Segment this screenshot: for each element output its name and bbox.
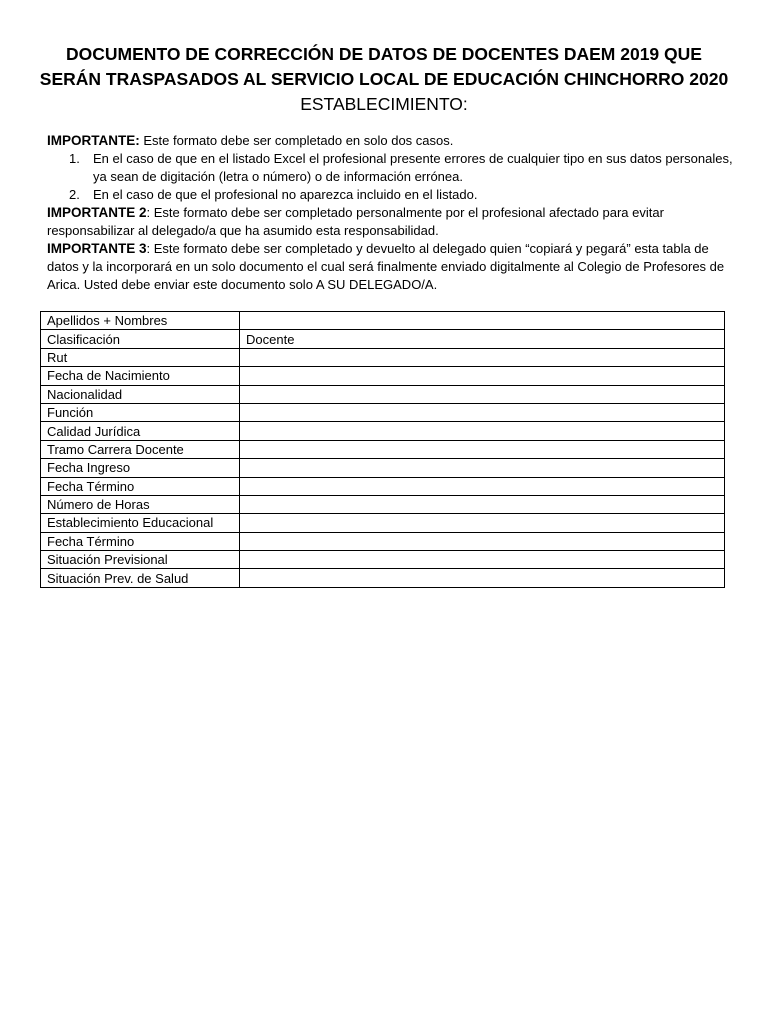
important-2-label: IMPORTANTE 2 [47,205,147,220]
list-item [47,150,737,186]
table-row [41,367,725,385]
important-1 [47,132,737,150]
table-row [41,348,725,366]
list-number: 1. [69,151,80,166]
important-3-label: IMPORTANTE 3 [47,241,147,256]
table-row [41,477,725,495]
table-row [41,495,725,513]
table-row [41,330,725,348]
field-value[interactable] [240,477,725,495]
list-text: En el caso de que en el listado Excel el profesional presente errores de cualquier tipo en sus datos personales, ya sean de digitación (letra o número) o de información errónea. [93,151,733,184]
field-label: Clasificación [41,330,240,348]
important-1-label: IMPORTANTE: [47,133,140,148]
field-value[interactable] [240,532,725,550]
field-label: Calidad Jurídica [41,422,240,440]
important-2-text: : Este formato debe ser completado personalmente por el profesional afectado para evitar responsabilizar al delegado/a que ha asumido esta responsabilidad. [47,205,664,238]
field-label: Nacionalidad [41,385,240,403]
field-value[interactable] [240,440,725,458]
cases-list [47,150,737,204]
field-label: Fecha Término [41,477,240,495]
field-value[interactable] [240,569,725,587]
field-value[interactable] [240,312,725,330]
field-label: Rut [41,348,240,366]
field-label: Situación Prev. de Salud [41,569,240,587]
field-value[interactable] [240,367,725,385]
title-line-1: DOCUMENTO DE CORRECCIÓN DE DATOS DE DOCENTES DAEM 2019 QUE [66,44,702,64]
important-3 [47,240,737,294]
table-row [41,385,725,403]
important-2 [47,204,737,240]
field-value[interactable] [240,348,725,366]
important-1-text: Este formato debe ser completado en solo dos casos. [139,133,454,148]
field-label: Fecha de Nacimiento [41,367,240,385]
field-value[interactable] [240,403,725,421]
table-row [41,440,725,458]
table-row [41,312,725,330]
field-label: Fecha Ingreso [41,459,240,477]
table-row [41,514,725,532]
field-label: Tramo Carrera Docente [41,440,240,458]
list-number: 2. [69,187,80,202]
field-value[interactable] [240,514,725,532]
instructions [47,132,737,294]
table-row [41,532,725,550]
list-text: En el caso de que el profesional no aparezca incluido en el listado. [93,187,478,202]
table-row [41,551,725,569]
field-label: Fecha Término [41,532,240,550]
field-value[interactable] [240,422,725,440]
table-row [41,569,725,587]
field-label: Establecimiento Educacional [41,514,240,532]
field-label: Apellidos + Nombres [41,312,240,330]
table-row [41,459,725,477]
field-value[interactable] [240,551,725,569]
field-label: Situación Previsional [41,551,240,569]
table-row [41,422,725,440]
establishment-heading: ESTABLECIMIENTO: [300,94,468,114]
list-item [47,186,737,204]
table-row [41,403,725,421]
field-value[interactable] [240,495,725,513]
document-title [30,42,738,92]
field-value[interactable] [240,459,725,477]
field-label: Número de Horas [41,495,240,513]
field-value[interactable] [240,385,725,403]
teacher-data-table [40,311,725,588]
field-label: Función [41,403,240,421]
title-line-2: SERÁN TRASPASADOS AL SERVICIO LOCAL DE EDUCACIÓN CHINCHORRO 2020 [39,69,729,89]
important-3-text: : Este formato debe ser completado y devuelto al delegado quien “copiará y pegará” esta tabla de datos y la incorporará en un solo documento el cual será finalmente enviado digitalmente al Colegio de Profesores de Arica. Usted debe enviar este documento solo A SU DELEGADO/A. [47,241,725,292]
field-value[interactable]: Docente [240,330,725,348]
